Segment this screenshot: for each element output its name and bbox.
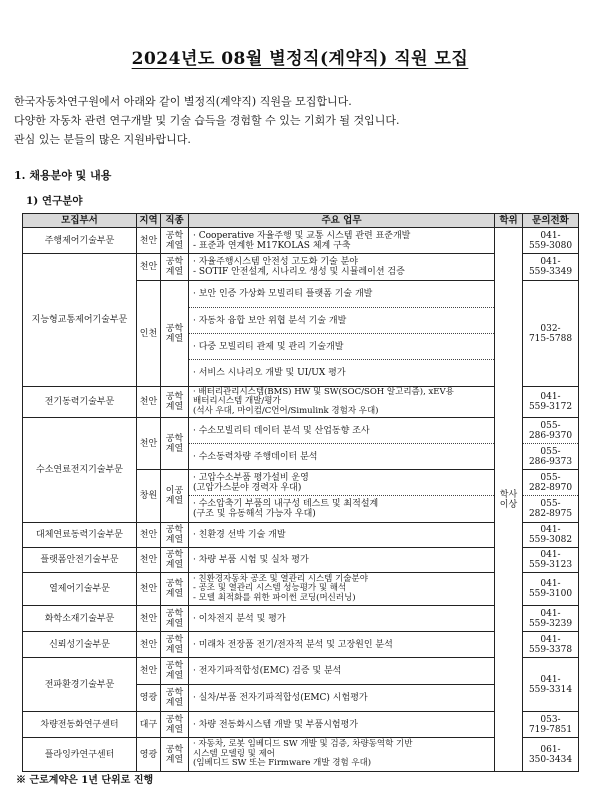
dept-cell: 열제어기술부문 [23, 573, 137, 606]
job-cell: 공학 계열 [161, 418, 189, 470]
job-cell: 공학 계열 [161, 387, 189, 418]
duty-cell: · 서비스 시나리오 개발 및 UI/UX 평가 [189, 360, 495, 387]
table-row [23, 228, 579, 254]
region-cell: 천안 [137, 254, 161, 281]
phone-cell: 041- 559-3080 [523, 228, 579, 254]
duty-cell: · 자율주행시스템 안전성 고도화 기술 분야 - SOTIF 안전설계, 시나리오 생성 및 시뮬레이션 검증 [189, 254, 495, 281]
job-cell: 공학 계열 [161, 658, 189, 685]
header-degree: 학위 [495, 214, 523, 228]
duty-cell: · 자동차 융합 보안 위협 분석 기술 개발 [189, 308, 495, 334]
phone-cell: 061- 350-3434 [523, 738, 579, 772]
job-cell: 공학 계열 [161, 254, 189, 281]
dept-cell: 화학소재기술부문 [23, 606, 137, 632]
duty-cell: · 실차/부품 전자기파적합성(EMC) 시험평가 [189, 685, 495, 712]
dept-cell: 수소연료전지기술부문 [23, 418, 137, 523]
region-cell: 영광 [137, 685, 161, 712]
job-cell: 공학 계열 [161, 606, 189, 632]
duty-cell: · 미래차 전장품 전기/전자적 분석 및 고장원인 분석 [189, 632, 495, 658]
subsection-heading: 1) 연구분야 [26, 195, 83, 207]
duty-cell: · 이차전지 분석 및 평가 [189, 606, 495, 632]
duty-cell: · 수소모빌리티 데이터 분석 및 산업동향 조사 [189, 418, 495, 444]
region-cell: 천안 [137, 387, 161, 418]
duty-cell: · 수소동력차량 주행데이터 분석 [189, 444, 495, 470]
dept-cell: 플라잉카연구센터 [23, 738, 137, 772]
region-cell: 창원 [137, 470, 161, 523]
duty-cell: · 다중 모빌리티 관제 및 관리 기술개발 [189, 334, 495, 360]
phone-cell: 055- 282-8970 [523, 470, 579, 496]
job-cell: 공학 계열 [161, 573, 189, 606]
dept-cell: 대체연료동력기술부문 [23, 523, 137, 548]
degree-cell: 학사 이상 [495, 228, 523, 772]
dept-cell: 차량전동화연구센터 [23, 712, 137, 738]
region-cell: 천안 [137, 658, 161, 685]
region-cell: 천안 [137, 573, 161, 606]
region-cell: 대구 [137, 712, 161, 738]
dept-cell: 전파환경기술부문 [23, 658, 137, 712]
intro-line: 한국자동차연구원에서 아래와 같이 별정직(계약직) 직원을 모집합니다. [14, 95, 352, 108]
header-duty: 주요 업무 [189, 214, 495, 228]
page-title: 2024년도 08월 별정직(계약직) 직원 모집 [131, 49, 469, 69]
phone-cell: 041- 559-3314 [523, 658, 579, 712]
duty-cell: · 친환경자동차 공조 및 열관리 시스템 기술분야 - 공조 및 열관리 시스템 성능평가 및 해석 - 모델 최적화를 위한 파이썬 코딩(머신러닝) [189, 573, 495, 606]
duty-cell: · 고압수소부품 평가설비 운영 (고압가스분야 경력자 우대) [189, 470, 495, 496]
duty-cell: · 전자기파적합성(EMC) 검증 및 분석 [189, 658, 495, 685]
header-dept: 모집부서 [23, 214, 137, 228]
job-cell: 공학 계열 [161, 685, 189, 712]
intro-line: 다양한 자동차 관련 연구개발 및 기술 습득을 경험할 수 있는 기회가 될 것입니다. [14, 114, 400, 127]
phone-cell: 055- 282-8975 [523, 496, 579, 523]
footnote: ※ 근로계약은 1년 단위로 진행 [16, 775, 154, 786]
dept-cell: 플랫폼안전기술부문 [23, 548, 137, 573]
duty-cell: · 차량 전동화시스템 개발 및 부품시험평가 [189, 712, 495, 738]
intro-line: 관심 있는 분들의 많은 지원바랍니다. [14, 133, 191, 146]
job-cell: 공학 계열 [161, 548, 189, 573]
phone-cell: 041- 559-3349 [523, 254, 579, 281]
header-region: 지역 [137, 214, 161, 228]
region-cell: 천안 [137, 523, 161, 548]
duty-cell: · 배터리관리시스템(BMS) HW 및 SW(SOC/SOH 알고리즘), xEV용 배터리시스템 개발/평가 (석사 우대, 마이컴/C언어/Simulink 경험자 우대) [189, 387, 495, 418]
job-cell: 공학 계열 [161, 738, 189, 772]
region-cell: 천안 [137, 632, 161, 658]
dept-cell: 지능형교통제어기술부문 [23, 254, 137, 387]
dept-cell: 신뢰성기술부문 [23, 632, 137, 658]
intro-text [14, 92, 594, 149]
phone-cell: 041- 559-3239 [523, 606, 579, 632]
region-cell: 영광 [137, 738, 161, 772]
job-cell: 공학 계열 [161, 712, 189, 738]
phone-cell: 041- 559-3082 [523, 523, 579, 548]
phone-cell: 055- 286-9370 [523, 418, 579, 444]
job-cell: 공학 계열 [161, 281, 189, 387]
phone-cell: 041- 559-3172 [523, 387, 579, 418]
duty-cell: · 보안 인증 가상화 모빌리티 플랫폼 기술 개발 [189, 281, 495, 308]
section-heading: 1. 채용분야 및 내용 [14, 169, 112, 182]
region-cell: 천안 [137, 606, 161, 632]
region-cell: 천안 [137, 548, 161, 573]
job-cell: 이공 계열 [161, 470, 189, 523]
phone-cell: 053- 719-7851 [523, 712, 579, 738]
job-cell: 공학 계열 [161, 523, 189, 548]
dept-cell: 주행제어기술부문 [23, 228, 137, 254]
duty-cell: · 수소압축기 부품의 내구성 테스트 및 최적설계 (구조 및 유동해석 가능자 우대) [189, 496, 495, 523]
duty-cell: · Cooperative 자율주행 및 교통 시스템 관련 표준개발 - 표준과 연계한 M17KOLAS 체계 구축 [189, 228, 495, 254]
phone-cell: 041- 559-3378 [523, 632, 579, 658]
phone-cell: 041- 559-3100 [523, 573, 579, 606]
region-cell: 천안 [137, 228, 161, 254]
duty-cell: · 차량 부품 시험 및 실차 평가 [189, 548, 495, 573]
dept-cell: 전기동력기술부문 [23, 387, 137, 418]
header-job: 직종 [161, 214, 189, 228]
header-phone: 문의전화 [523, 214, 579, 228]
job-cell: 공학 계열 [161, 632, 189, 658]
phone-cell: 055- 286-9373 [523, 444, 579, 470]
region-cell: 천안 [137, 418, 161, 470]
job-cell: 공학 계열 [161, 228, 189, 254]
phone-cell: 041- 559-3123 [523, 548, 579, 573]
table-header-row [23, 214, 579, 228]
duty-cell: · 자동차, 로봇 임베디드 SW 개발 및 검증, 차량동역학 기반 시스템 모델링 및 제어 (임베디드 SW 또는 Firmware 개발 경험 우대) [189, 738, 495, 772]
region-cell: 인천 [137, 281, 161, 387]
recruitment-table [22, 213, 579, 772]
duty-cell: · 친환경 선박 기술 개발 [189, 523, 495, 548]
phone-cell: 032- 715-5788 [523, 281, 579, 387]
